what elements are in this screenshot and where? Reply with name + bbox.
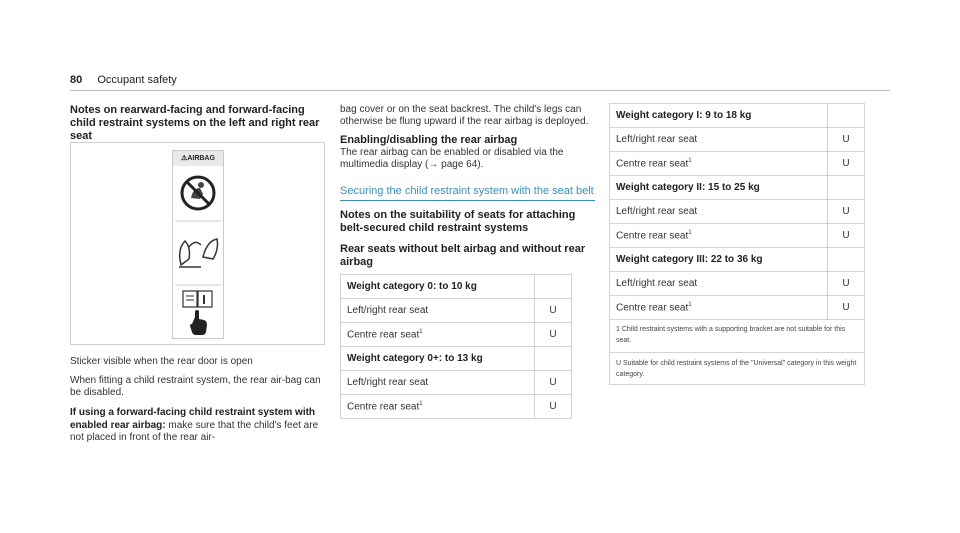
page-header [70,74,177,86]
sticker-figure [70,142,325,345]
footnote-marker: 1 [419,400,423,407]
notes-divider [610,352,864,353]
table-row [610,296,865,320]
weight-category-row [610,176,865,200]
sticker-label: ⚠AIRBAG [173,151,223,166]
suitability-value: U [828,296,865,320]
footnote-marker: 1 [688,301,692,308]
hand-pointer-icon [190,310,207,335]
seat-position-cell [610,296,828,320]
col1-heading: Notes on rearward-facing and forward-facing child restraint systems on the left and right rear seat [70,104,320,142]
seat-position-cell [341,371,535,395]
airbag-sticker [172,150,224,339]
table-row [341,395,572,419]
table-row [341,299,572,323]
weight-category-label: Weight category III: 22 to 36 kg [610,248,828,272]
seat-position-label: Centre rear seat [616,158,689,170]
blue-section-heading [340,185,595,201]
table-row [610,272,865,296]
seat-position-label: Centre rear seat [347,329,420,341]
seat-position-cell [610,272,828,296]
suitability-value: U [828,272,865,296]
col1-paragraph-2-bold: If using a forward-facing child restraint system with enabled rear airbag: [70,407,316,431]
weight-category-row [610,104,865,128]
col1-paragraph-2 [70,406,325,444]
figure-caption: Sticker visible when the rear door is open [70,356,253,367]
weight-category-value-cell [535,275,572,299]
note-footnote-1: 1 Child restraint systems with a supporting bracket are not suitable for this seat. [616,326,846,344]
suitability-value: U [535,395,572,419]
seat-position-label: Centre rear seat [616,230,689,242]
seat-position-cell [341,299,535,323]
col2-paragraph-continued: bag cover or on the seat backrest. The child's legs can otherwise be flung upward if the rear airbag is deployed. [340,104,589,127]
weight-table-2 [609,103,865,320]
weight-category-label: Weight category I: 9 to 18 kg [610,104,828,128]
column-2 [340,104,595,419]
col1-paragraph-1: When fitting a child restraint system, the rear air-bag can be disabled. [70,375,321,398]
page-number: 80 [70,74,83,86]
column-1-text [70,356,325,444]
col1-paragraph-2-text: make sure that the child's feet are not placed in front of the rear air- [70,420,319,443]
weight-category-value-cell [828,176,865,200]
table-row [341,371,572,395]
table-notes [609,320,865,385]
note-universal: U Suitable for child restraint systems of the "Universal" category in this weight category. [616,360,857,378]
footnote-marker: 1 [688,157,692,164]
seat-position-cell [610,128,828,152]
weight-category-row [341,275,572,299]
column-1 [70,104,325,143]
col2-heading-suitability: Notes on the suitability of seats for attaching belt-secured child restraint systems [340,209,576,234]
footnote-marker: 1 [419,328,423,335]
suitability-value: U [535,371,572,395]
suitability-value: U [828,224,865,248]
weight-category-label: Weight category II: 15 to 25 kg [610,176,828,200]
seat-position-label: Left/right rear seat [616,278,698,289]
seat-position-label: Left/right rear seat [347,377,429,388]
blue-heading-rule [340,200,595,201]
seat-position-cell [610,152,828,176]
weight-category-row [341,347,572,371]
seat-position-label: Left/right rear seat [347,305,429,316]
table-row [610,128,865,152]
suitability-value: U [535,299,572,323]
suitability-value: U [828,128,865,152]
col2-heading-rear-seats: Rear seats without belt airbag and without rear airbag [340,243,586,268]
col2-airbag-text: The rear airbag can be enabled or disabled via the multimedia display (→ page 64). [340,147,564,170]
weight-category-label: Weight category 0: to 10 kg [341,275,535,299]
weight-category-value-cell [828,248,865,272]
child-seat-airbag-icon [179,239,218,267]
weight-category-value-cell [828,104,865,128]
manual-book-icon [183,291,212,307]
table-row [610,152,865,176]
table-row [610,224,865,248]
suitability-value: U [828,152,865,176]
weight-category-value-cell [535,347,572,371]
weight-table-1-body [341,275,572,419]
col2-heading-airbag: Enabling/disabling the rear airbag [340,134,518,146]
table-row [610,200,865,224]
footnote-marker: 1 [688,229,692,236]
header-rule [70,90,890,91]
seat-position-cell [341,323,535,347]
seat-position-label: Left/right rear seat [616,206,698,217]
table-row [341,323,572,347]
seat-position-label: Centre rear seat [616,302,689,314]
blue-heading-text: Securing the child restraint system with the seat belt [340,185,594,197]
seat-position-cell [610,224,828,248]
weight-category-label: Weight category 0+: to 13 kg [341,347,535,371]
seat-position-label: Centre rear seat [347,401,420,413]
weight-category-row [610,248,865,272]
suitability-value: U [535,323,572,347]
seat-position-cell [610,200,828,224]
seat-position-label: Left/right rear seat [616,134,698,145]
no-child-seat-icon [182,177,214,209]
weight-table-2-body [610,104,865,320]
seat-position-cell [341,395,535,419]
section-title: Occupant safety [97,74,177,86]
weight-table-1 [340,274,572,419]
column-3 [609,103,865,385]
sticker-graphics [173,167,223,338]
suitability-value: U [828,200,865,224]
